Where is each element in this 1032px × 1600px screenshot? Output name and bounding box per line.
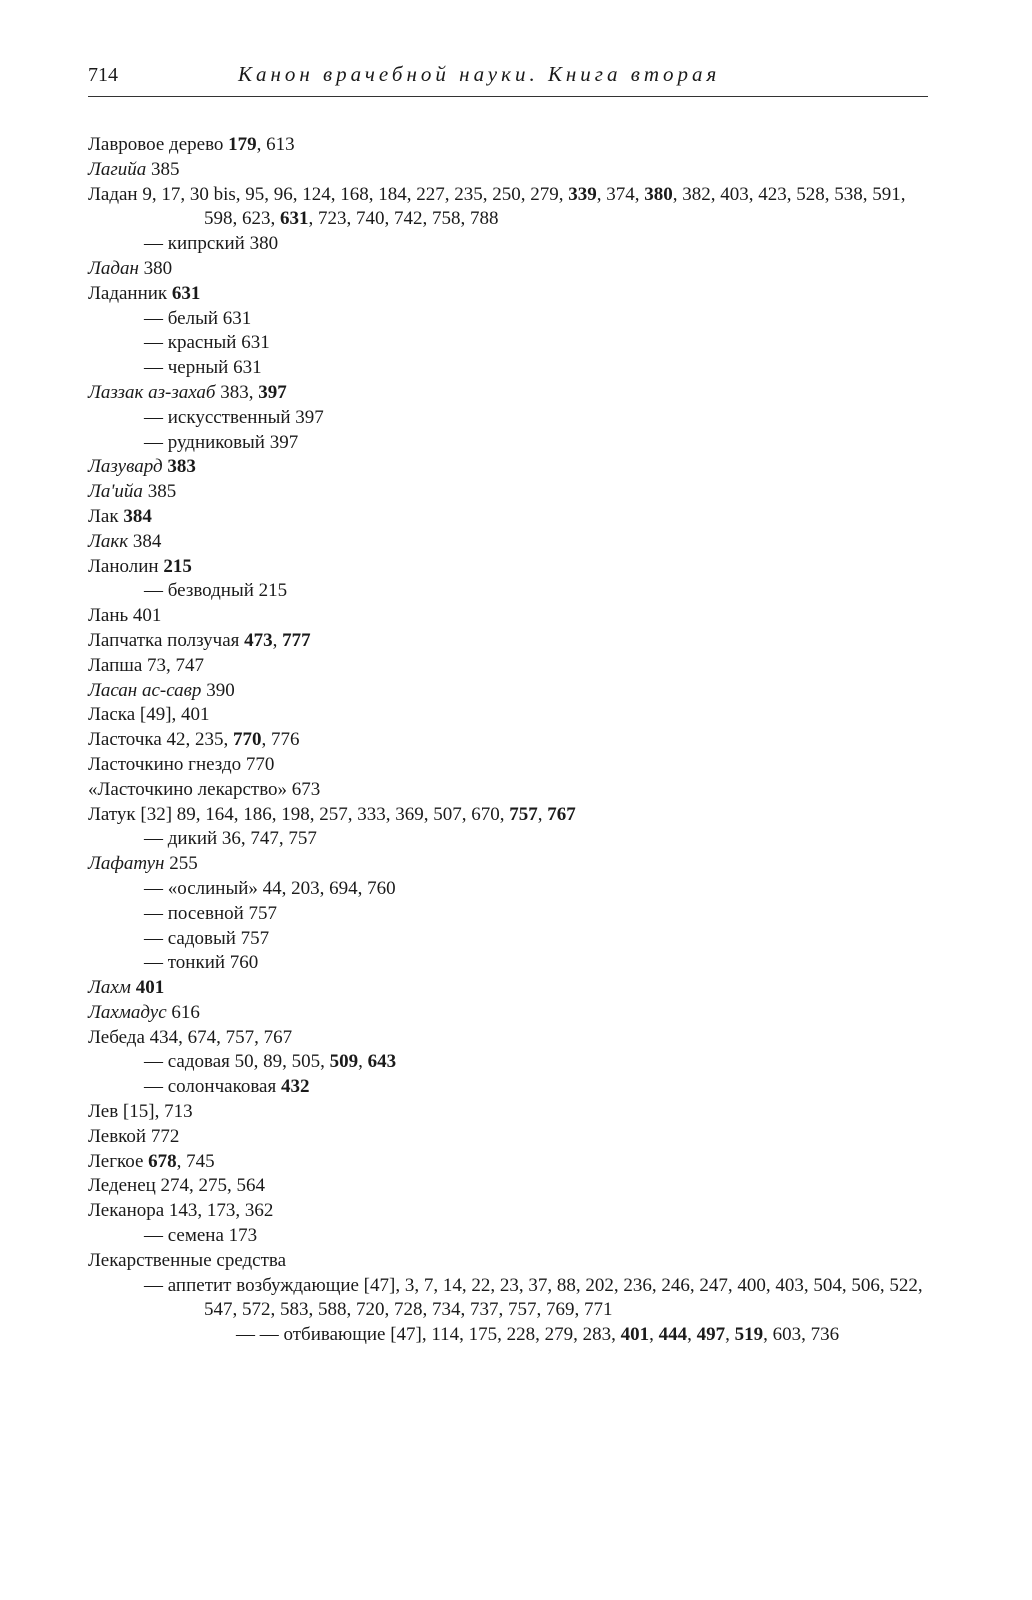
entry-text: — дикий 36, 747, 757 — [144, 828, 317, 850]
index-entry — [88, 1026, 948, 1051]
entry-text: «Ласточкино лекарство» 673 — [88, 778, 321, 800]
index-entry — [88, 183, 928, 233]
bold-page-ref: 631 — [171, 282, 201, 304]
entry-text: 616 — [166, 1001, 200, 1023]
bold-page-ref: 384 — [123, 505, 152, 527]
index-subentry — [88, 827, 948, 852]
bold-page-ref: 179 — [228, 134, 257, 155]
entry-text: , 374, — [596, 183, 645, 205]
index-subentry — [88, 1274, 928, 1324]
entry-text: — искусственный 397 — [144, 406, 324, 428]
entry-text: — садовая 50, 89, 505, — [144, 1051, 330, 1073]
index-entry — [88, 282, 948, 307]
bold-page-ref: 519 — [734, 1324, 764, 1346]
entry-text: — черный 631 — [144, 357, 262, 379]
entry-text: , — [725, 1324, 735, 1346]
italic-term: Лакк — [88, 530, 129, 552]
index-entries — [88, 133, 948, 1348]
index-entry — [88, 976, 948, 1001]
entry-text: 380 — [138, 257, 173, 279]
entry-text: — красный 631 — [144, 332, 270, 354]
italic-term: Лахмадус — [88, 1001, 167, 1023]
index-entry — [88, 480, 948, 505]
index-entry — [88, 654, 948, 679]
bold-page-ref: 678 — [148, 1150, 177, 1172]
entry-text: , 776 — [261, 729, 300, 751]
index-entry — [88, 1199, 948, 1224]
index-entry — [88, 381, 948, 406]
entry-text: Лекарственные средства — [88, 1249, 287, 1271]
italic-term: Лафатун — [88, 853, 165, 875]
entry-text: , — [358, 1051, 368, 1073]
italic-term: Лахм — [88, 977, 131, 999]
entry-text: Лань 401 — [88, 605, 162, 627]
index-entry — [88, 1249, 948, 1274]
entry-text: Лебеда 434, 674, 757, 767 — [88, 1026, 293, 1048]
bold-page-ref: 497 — [696, 1324, 726, 1346]
entry-text: — безводный 215 — [144, 580, 288, 602]
entry-text: Лев [15], 713 — [88, 1101, 193, 1123]
italic-term: Ласан ас-савр — [88, 679, 202, 701]
entry-text: Латук [32] 89, 164, 186, 198, 257, 333, 369, 507, 670, — [88, 803, 510, 825]
index-subentry — [88, 406, 948, 431]
entry-text: , 745 — [176, 1150, 215, 1172]
index-subentry — [88, 331, 948, 356]
index-subentry — [88, 1075, 948, 1100]
entry-text: Ланолин — [88, 555, 164, 577]
index-subentry — [88, 232, 948, 257]
entry-text: Лак — [88, 505, 124, 527]
italic-term: Ладан — [88, 257, 139, 279]
index-entry — [88, 158, 948, 183]
index-entry — [88, 778, 948, 803]
entry-text: Ладан 9, 17, 30 bis, 95, 96, 124, 168, 184, 227, 235, 250, 279, — [88, 183, 569, 205]
entry-text: — рудниковый 397 — [144, 431, 299, 453]
entry-text: — «ослиный» 44, 203, 694, 760 — [144, 877, 396, 899]
index-subentry — [88, 877, 948, 902]
index-entry — [88, 753, 948, 778]
index-subentry — [88, 1323, 928, 1348]
entry-text: — садовый 757 — [144, 927, 270, 949]
bold-page-ref: 643 — [367, 1051, 397, 1073]
italic-term: Лазувард — [88, 456, 163, 478]
index-entry — [88, 455, 948, 480]
bold-page-ref: 215 — [163, 555, 192, 577]
bold-page-ref: 770 — [233, 729, 262, 751]
bold-page-ref: 757 — [509, 803, 538, 825]
entry-text: 384 — [128, 530, 162, 552]
header-rule — [88, 96, 928, 97]
entry-text: 383, — [215, 381, 259, 403]
bold-page-ref: 444 — [658, 1324, 688, 1346]
running-title: Канон врачебной науки. Книга вторая — [238, 62, 721, 86]
index-subentry — [88, 1050, 948, 1075]
entry-text: Лапша 73, 747 — [88, 654, 205, 676]
index-entry — [88, 1125, 948, 1150]
bold-page-ref: 473 — [244, 629, 273, 651]
entry-text: Лавровое дерево — [88, 134, 229, 155]
index-subentry — [88, 951, 948, 976]
index-entry — [88, 530, 948, 555]
index-entry — [88, 1100, 948, 1125]
index-entry — [88, 505, 948, 530]
index-entry — [88, 257, 948, 282]
bold-page-ref: 432 — [280, 1076, 310, 1098]
bold-page-ref: 383 — [167, 456, 196, 478]
index-entry — [88, 852, 948, 877]
entry-text: , — [687, 1324, 697, 1346]
entry-text: — тонкий 760 — [144, 952, 259, 974]
entry-text: , 613 — [256, 134, 295, 155]
page-number: 714 — [88, 64, 118, 86]
index-subentry — [88, 927, 948, 952]
index-entry — [88, 604, 948, 629]
italic-term: Лаззак аз-захаб — [88, 381, 216, 403]
bold-page-ref: 380 — [644, 183, 673, 205]
index-entry — [88, 703, 948, 728]
bold-page-ref: 777 — [282, 629, 311, 651]
entry-text: 390 — [201, 679, 235, 701]
entry-text: , — [272, 629, 283, 651]
bold-page-ref: 339 — [568, 183, 597, 205]
entry-text: Левкой 772 — [88, 1125, 180, 1147]
italic-term: Ла'ийа — [88, 481, 143, 503]
entry-text: Ласка [49], 401 — [88, 704, 210, 726]
index-subentry — [88, 431, 948, 456]
index-entry — [88, 133, 948, 158]
entry-text: Ладанник — [88, 282, 172, 304]
entry-text: 385 — [142, 481, 177, 503]
index-subentry — [88, 579, 948, 604]
entry-text: Леканора 143, 173, 362 — [88, 1200, 274, 1222]
bold-page-ref: 401 — [620, 1324, 650, 1346]
entry-text: 255 — [164, 853, 198, 875]
index-entry — [88, 1150, 948, 1175]
index-entry — [88, 629, 948, 654]
entry-text: — белый 631 — [144, 307, 252, 329]
entry-text: , — [537, 803, 548, 825]
entry-text: Ласточка 42, 235, — [88, 729, 233, 751]
bold-page-ref: 767 — [547, 803, 576, 825]
bold-page-ref: 631 — [280, 208, 309, 230]
entry-text: — посевной 757 — [144, 902, 278, 924]
bold-page-ref: 401 — [135, 977, 165, 999]
entry-text: — кипрский 380 — [144, 233, 279, 255]
entry-text: , 723, 740, 742, 758, 788 — [308, 208, 499, 230]
italic-term: Лагийа — [88, 158, 147, 180]
index-entry — [88, 1174, 948, 1199]
entry-text: Ласточкино гнездо 770 — [88, 753, 275, 775]
index-subentry — [88, 902, 948, 927]
index-subentry — [88, 307, 948, 332]
entry-text: Леденец 274, 275, 564 — [88, 1175, 266, 1197]
entry-text: , 382, 403, 423, 528, 538, 591, 598, 623, — [204, 183, 906, 230]
index-entry — [88, 679, 948, 704]
entry-text: , 603, 736 — [763, 1324, 840, 1346]
entry-text: 385 — [146, 158, 180, 180]
index-entry — [88, 803, 948, 828]
entry-text: — семена 173 — [144, 1225, 258, 1247]
entry-text: , — [649, 1324, 659, 1346]
index-entry — [88, 728, 948, 753]
index-subentry — [88, 1224, 948, 1249]
bold-page-ref: 397 — [258, 381, 287, 403]
entry-text: — — отбивающие [47], 114, 175, 228, 279, 283, — [236, 1324, 621, 1346]
entry-text: Легкое — [88, 1150, 149, 1172]
running-header — [88, 60, 928, 90]
index-subentry — [88, 356, 948, 381]
index-entry — [88, 555, 948, 580]
entry-text: — солончаковая — [144, 1076, 281, 1098]
entry-text: — аппетит возбуждающие [47], 3, 7, 14, 22, 23, 37, 88, 202, 236, 246, 247, 400, 403, 504, 506, 522, 547, 572, 583, 588, 720, 728, 734, 737, 757, 769, 771 — [144, 1274, 923, 1321]
bold-page-ref: 509 — [329, 1051, 359, 1073]
index-entry — [88, 1001, 948, 1026]
entry-text: Лапчатка ползучая — [88, 629, 245, 651]
